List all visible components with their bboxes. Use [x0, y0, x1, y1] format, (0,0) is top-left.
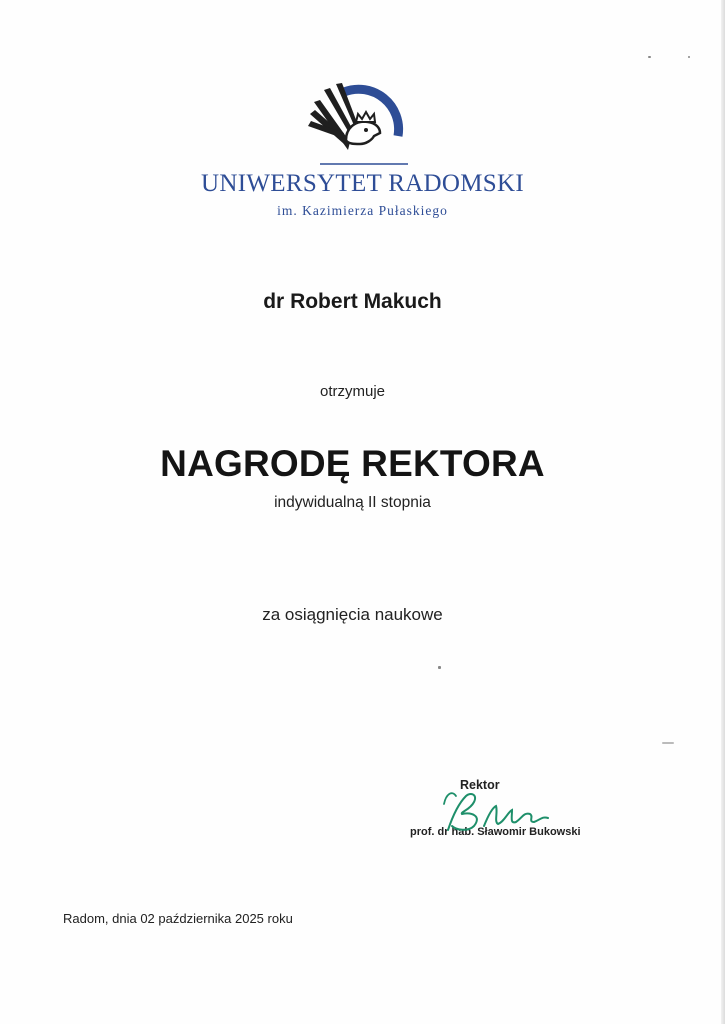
- university-name: UNIWERSYTET RADOMSKI: [201, 170, 524, 197]
- paper-speck: [662, 742, 674, 744]
- place-and-date: Radom, dnia 02 października 2025 roku: [63, 911, 293, 926]
- university-patron: im. Kazimierza Pułaskiego: [277, 203, 448, 218]
- paper-speck: [648, 56, 651, 58]
- paper-speck: [688, 56, 690, 58]
- receives-text: otrzymuje: [319, 383, 386, 400]
- signatory-title: Rektor: [460, 778, 500, 792]
- paper-speck: [438, 666, 441, 669]
- award-reason: za osiągnięcia naukowe: [262, 605, 443, 624]
- award-type: indywidualną II stopnia: [274, 494, 431, 511]
- recipient-name: dr Robert Makuch: [263, 290, 442, 313]
- signatory-name: prof. dr hab. Sławomir Bukowski: [410, 826, 581, 838]
- handwritten-signature: [438, 782, 558, 842]
- award-title: NAGRODĘ REKTORA: [160, 443, 545, 484]
- eagle-emblem-icon: [300, 78, 410, 168]
- page-edge-shadow: [721, 0, 725, 1024]
